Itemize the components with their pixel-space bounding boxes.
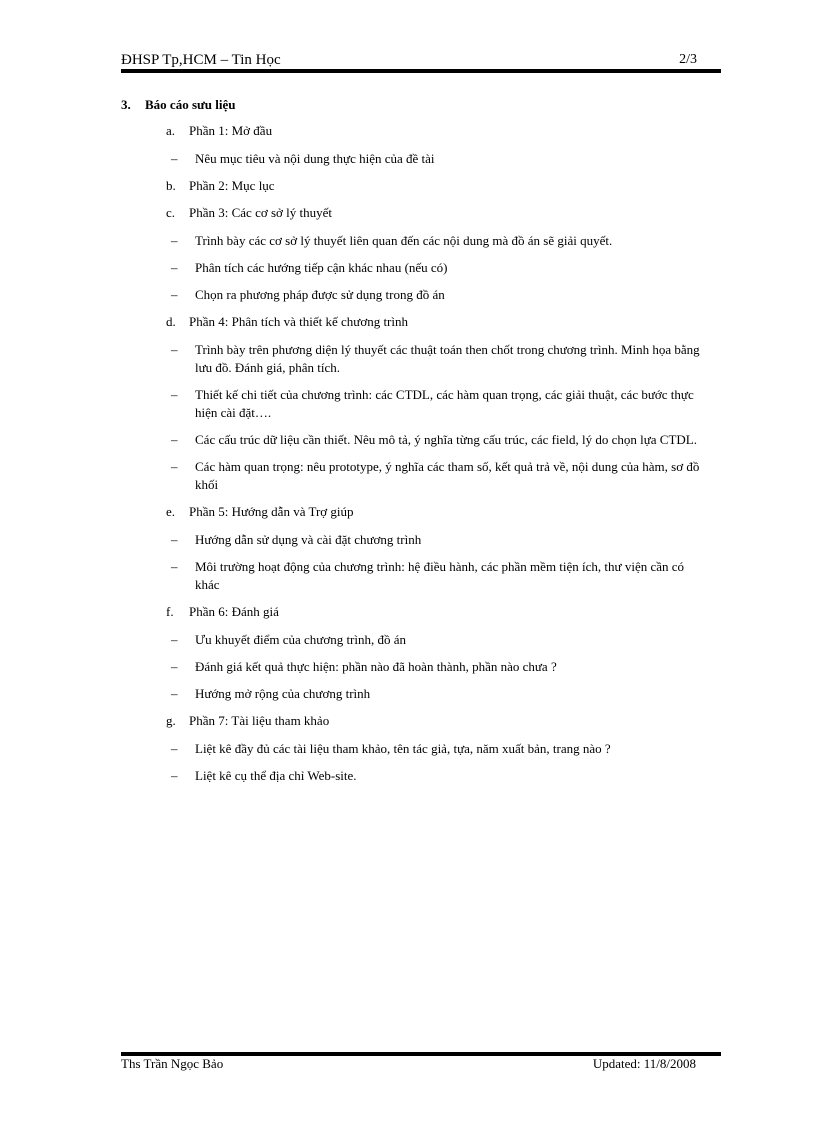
outline-list xyxy=(121,122,721,785)
dash-marker: – xyxy=(171,532,178,547)
outline-subsection xyxy=(121,313,721,331)
bullet-text: Thiết kế chi tiết của chương trình: các CTDL, các hàm quan trọng, các giải thuật, các bước thực hiện cài đặt…. xyxy=(195,387,694,420)
subsection-marker: a. xyxy=(166,123,176,138)
subsection-text: Phần 2: Mục lục xyxy=(189,178,275,193)
outline-bullet xyxy=(121,740,709,758)
outline-bullet xyxy=(121,386,709,422)
outline-subsection xyxy=(121,712,721,730)
bullet-text: Trình bày trên phương diện lý thuyết các thuật toán then chốt trong chương trình. Minh họa bằng lưu đồ. Đánh giá, phân tích. xyxy=(195,342,700,375)
page-number: 2/3 xyxy=(679,52,697,67)
outline-subsection xyxy=(121,204,721,222)
dash-marker: – xyxy=(171,632,178,647)
subsection-text: Phần 7: Tài liệu tham khảo xyxy=(189,713,330,728)
header-title: ĐHSP Tp,HCM – Tin Học xyxy=(121,52,281,68)
dash-marker: – xyxy=(171,287,178,302)
outline-bullet xyxy=(121,531,709,549)
bullet-text: Các cấu trúc dữ liệu cần thiết. Nêu mô tả, ý nghĩa từng cấu trúc, các field, lý do chọn lựa CTDL. xyxy=(195,432,697,447)
dash-marker: – xyxy=(171,260,178,275)
outline-bullet xyxy=(121,558,709,594)
dash-marker: – xyxy=(171,151,178,166)
outline-bullet xyxy=(121,431,709,449)
outline-subsection xyxy=(121,503,721,521)
subsection-marker: d. xyxy=(166,314,176,329)
bullet-text: Ưu khuyết điểm của chương trình, đồ án xyxy=(195,632,407,647)
bullet-text: Đánh giá kết quả thực hiện: phần nào đã hoàn thành, phần nào chưa ? xyxy=(195,659,557,674)
section-title: Báo cáo sưu liệu xyxy=(145,97,236,112)
subsection-marker: g. xyxy=(166,713,176,728)
subsection-marker: e. xyxy=(166,504,176,519)
bullet-text: Chọn ra phương pháp được sử dụng trong đồ án xyxy=(195,287,445,302)
document-body xyxy=(121,96,721,785)
bullet-text: Phân tích các hướng tiếp cận khác nhau (nếu có) xyxy=(195,260,448,275)
outline-bullet xyxy=(121,658,709,676)
dash-marker: – xyxy=(171,387,178,402)
page-header xyxy=(121,50,721,70)
bullet-text: Nêu mục tiêu và nội dung thực hiện của đề tài xyxy=(195,151,435,166)
bullet-text: Hướng mở rộng của chương trình xyxy=(195,686,371,701)
outline-bullet xyxy=(121,341,709,377)
outline-bullet xyxy=(121,259,709,277)
dash-marker: – xyxy=(171,659,178,674)
dash-marker: – xyxy=(171,686,178,701)
bullet-text: Môi trường hoạt động của chương trình: hệ điều hành, các phần mềm tiện ích, thư viện cần có khác xyxy=(195,559,685,592)
footer-updated: Updated: 11/8/2008 xyxy=(592,1056,696,1071)
subsection-marker: f. xyxy=(166,604,174,619)
dash-marker: – xyxy=(171,741,178,756)
dash-marker: – xyxy=(171,559,178,574)
subsection-text: Phần 3: Các cơ sở lý thuyết xyxy=(189,205,333,220)
outline-bullet xyxy=(121,767,709,785)
subsection-marker: b. xyxy=(166,178,176,193)
bullet-text: Liệt kê đầy đủ các tài liệu tham khảo, tên tác giả, tựa, năm xuất bản, trang nào ? xyxy=(195,741,611,756)
dash-marker: – xyxy=(171,342,178,357)
outline-bullet xyxy=(121,685,709,703)
outline-bullet xyxy=(121,286,709,304)
outline-subsection xyxy=(121,603,721,621)
subsection-text: Phần 6: Đánh giá xyxy=(189,604,279,619)
outline-bullet xyxy=(121,150,709,168)
outline-bullet xyxy=(121,458,709,494)
bullet-text: Các hàm quan trọng: nêu prototype, ý nghĩa các tham số, kết quả trả về, nội dung của hàm, sơ đồ khối xyxy=(195,459,700,492)
outline-bullet xyxy=(121,232,709,250)
subsection-text: Phần 4: Phân tích và thiết kế chương trình xyxy=(189,314,408,329)
outline-bullet xyxy=(121,631,709,649)
section-number: 3. xyxy=(121,97,131,112)
bullet-text: Hướng dẫn sử dụng và cài đặt chương trình xyxy=(195,532,422,547)
dash-marker: – xyxy=(171,233,178,248)
bullet-text: Trình bày các cơ sở lý thuyết liên quan đến các nội dung mà đồ án sẽ giải quyết. xyxy=(195,233,613,248)
subsection-text: Phần 1: Mở đầu xyxy=(189,123,273,138)
outline-subsection xyxy=(121,177,721,195)
section-heading xyxy=(121,96,721,114)
header-rule xyxy=(121,69,721,73)
footer-author: Ths Trần Ngọc Bảo xyxy=(121,1056,224,1071)
dash-marker: – xyxy=(171,459,178,474)
bullet-text: Liệt kê cụ thể địa chỉ Web-site. xyxy=(195,768,357,783)
dash-marker: – xyxy=(171,768,178,783)
dash-marker: – xyxy=(171,432,178,447)
subsection-marker: c. xyxy=(166,205,176,220)
outline-subsection xyxy=(121,122,721,140)
subsection-text: Phần 5: Hướng dẫn và Trợ giúp xyxy=(189,504,354,519)
